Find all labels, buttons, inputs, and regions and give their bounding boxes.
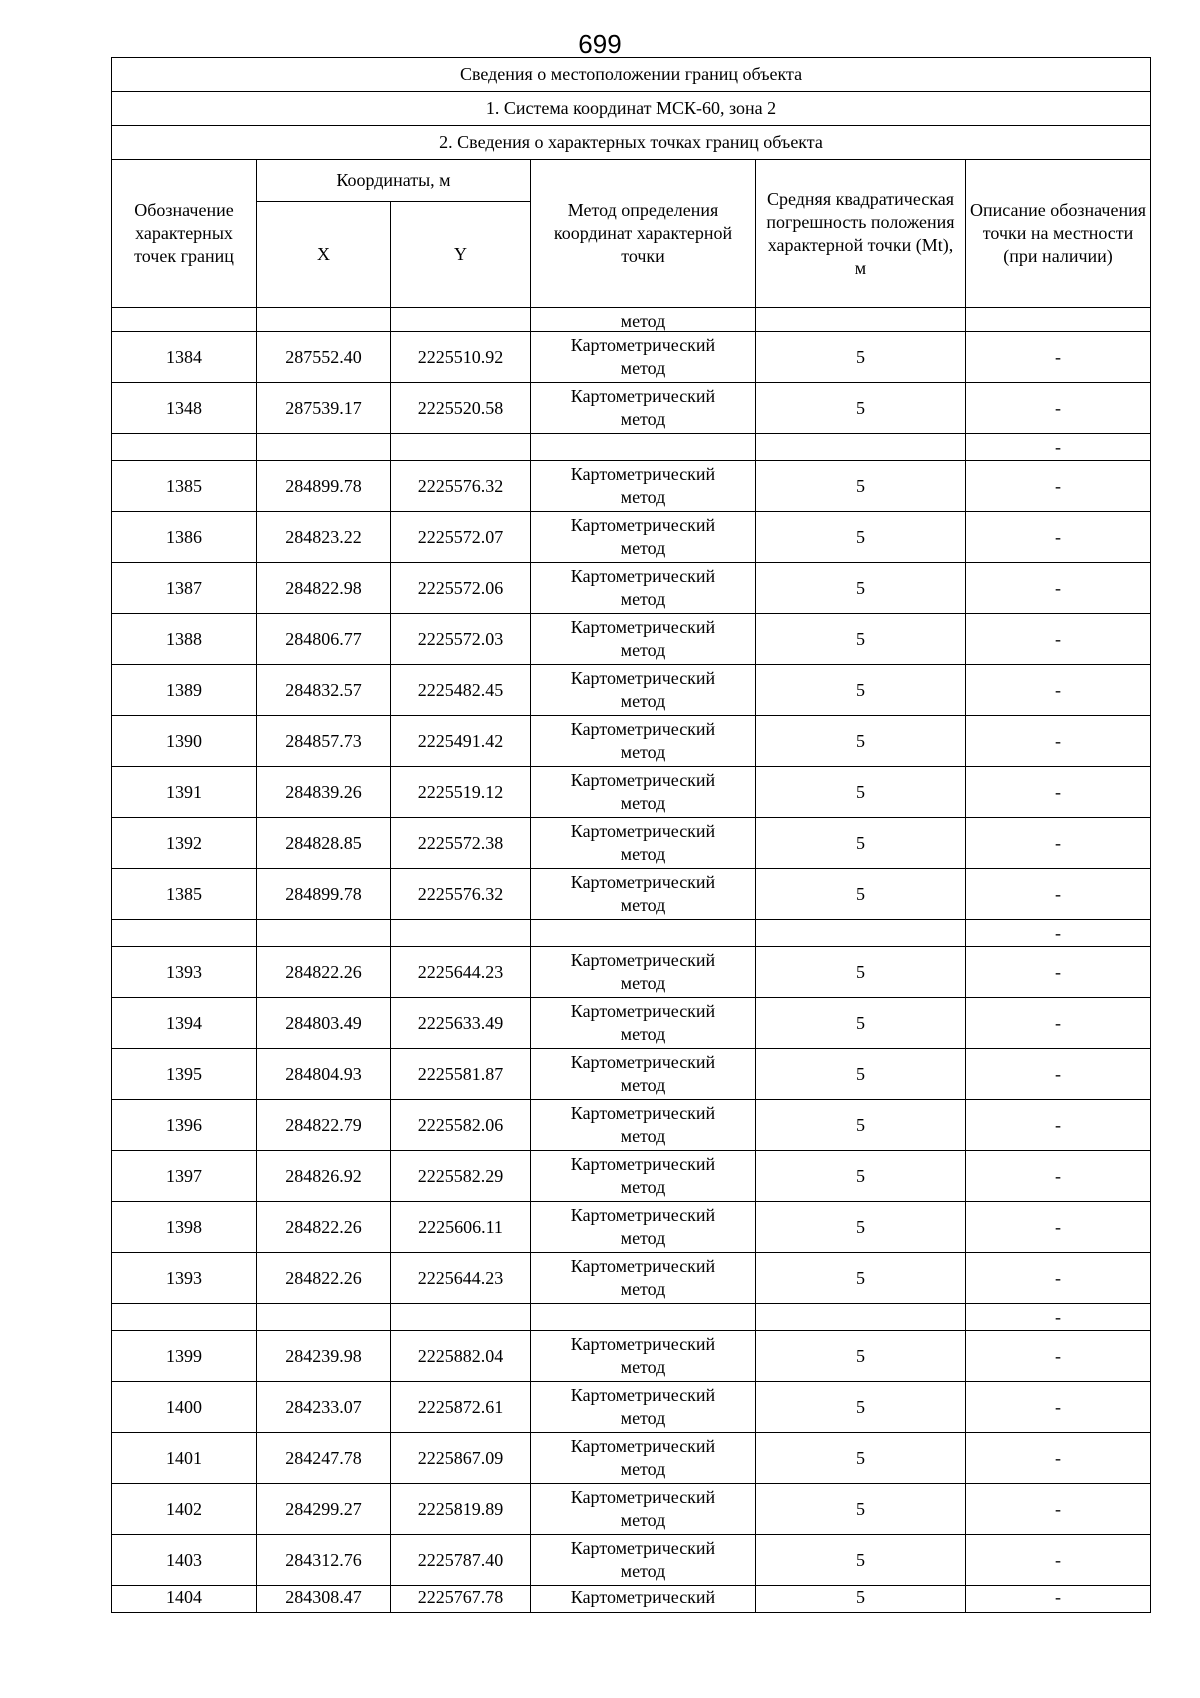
table-row <box>112 998 1151 1049</box>
description-cell: - <box>966 614 1151 665</box>
y-cell: 2225644.23 <box>391 1253 531 1304</box>
header-point-designation: Обозначение характерных точек границ <box>112 160 257 308</box>
method-line-2: метод <box>620 358 666 378</box>
description-cell: - <box>966 1202 1151 1253</box>
method-cell <box>531 1100 756 1151</box>
description-cell: - <box>966 665 1151 716</box>
mean-error-cell: 5 <box>756 512 966 563</box>
point-id-cell: 1387 <box>112 563 257 614</box>
method-line-2: метод <box>620 1279 666 1299</box>
method-line-1: Картометрический <box>570 1334 716 1354</box>
y-cell: 2225767.78 <box>391 1586 531 1613</box>
description-cell: - <box>966 1433 1151 1484</box>
table-row <box>112 1151 1151 1202</box>
description-cell: - <box>966 869 1151 920</box>
method-line-2: метод <box>620 1510 666 1530</box>
method-line-1: Картометрический <box>570 1103 716 1123</box>
table-row <box>112 1586 1151 1613</box>
table-row <box>112 1484 1151 1535</box>
points-section-title: 2. Сведения о характерных точках границ объекта <box>112 126 1151 160</box>
method-line-2: метод <box>620 1228 666 1248</box>
method-cell <box>531 1253 756 1304</box>
method-cell <box>531 818 756 869</box>
mean-error-cell: 5 <box>756 947 966 998</box>
point-id-cell: 1393 <box>112 1253 257 1304</box>
method-cell <box>531 563 756 614</box>
table-body <box>112 308 1151 1613</box>
table-row <box>112 383 1151 434</box>
x-cell: 284822.26 <box>257 1253 391 1304</box>
method-line-2: метод <box>620 1459 666 1479</box>
table-row <box>112 1253 1151 1304</box>
y-cell: 2225819.89 <box>391 1484 531 1535</box>
method-cell <box>531 1382 756 1433</box>
mean-error-cell: 5 <box>756 332 966 383</box>
method-line-1: Картометрический <box>570 1154 716 1174</box>
description-cell: - <box>966 716 1151 767</box>
mean-error-cell: 5 <box>756 461 966 512</box>
description-cell: - <box>966 818 1151 869</box>
method-line-1: Картометрический <box>570 821 716 841</box>
point-id-cell: 1402 <box>112 1484 257 1535</box>
y-cell: 2225787.40 <box>391 1535 531 1586</box>
mean-error-cell: 5 <box>756 1331 966 1382</box>
method-line-2: метод <box>620 691 666 711</box>
method-cell <box>531 1433 756 1484</box>
description-cell: - <box>966 512 1151 563</box>
point-id-cell: 1399 <box>112 1331 257 1382</box>
page-number: 699 <box>578 29 622 59</box>
method-line-1: Картометрический <box>570 617 716 637</box>
table-row <box>112 1331 1151 1382</box>
point-id-cell: 1400 <box>112 1382 257 1433</box>
y-cell: 2225872.61 <box>391 1382 531 1433</box>
coordinate-system-title: 1. Система координат МСК-60, зона 2 <box>112 92 1151 126</box>
method-line-1: Картометрический <box>570 719 716 739</box>
point-id-cell: 1393 <box>112 947 257 998</box>
method-cell <box>531 1331 756 1382</box>
method-line-2: метод <box>620 1177 666 1197</box>
header-mean-error: Средняя квадратическая погрешность положения характерной точки (Mt), м <box>756 160 966 308</box>
table-title: Сведения о местоположении границ объекта <box>112 58 1151 92</box>
header-coordinates: Координаты, м <box>257 160 531 202</box>
x-cell: 284822.26 <box>257 947 391 998</box>
mean-error-cell: 5 <box>756 383 966 434</box>
mean-error-cell: 5 <box>756 1049 966 1100</box>
mean-error-cell: 5 <box>756 1586 966 1613</box>
x-cell: 284239.98 <box>257 1331 391 1382</box>
method-line-2: метод <box>620 742 666 762</box>
point-id-cell: 1388 <box>112 614 257 665</box>
y-cell: 2225572.38 <box>391 818 531 869</box>
method-line-2: метод <box>620 487 666 507</box>
mean-error-cell: 5 <box>756 1382 966 1433</box>
point-id-cell: 1392 <box>112 818 257 869</box>
y-cell: 2225882.04 <box>391 1331 531 1382</box>
method-cell: метод <box>531 308 756 332</box>
method-line-1: Картометрический <box>570 1587 716 1607</box>
x-cell: 284899.78 <box>257 869 391 920</box>
y-cell: 2225572.03 <box>391 614 531 665</box>
description-cell: - <box>966 332 1151 383</box>
table-row <box>112 563 1151 614</box>
x-cell: 284832.57 <box>257 665 391 716</box>
method-line-2: метод <box>620 589 666 609</box>
method-line-2: метод <box>620 844 666 864</box>
method-line-2: метод <box>620 1126 666 1146</box>
method-line-2: метод <box>620 538 666 558</box>
y-cell: 2225644.23 <box>391 947 531 998</box>
x-cell: 284899.78 <box>257 461 391 512</box>
method-line-2: метод <box>620 409 666 429</box>
table-row <box>112 1202 1151 1253</box>
method-line-2: метод <box>620 1561 666 1581</box>
x-cell: 284247.78 <box>257 1433 391 1484</box>
method-line-2: метод <box>620 793 666 813</box>
method-line-2: метод <box>620 1075 666 1095</box>
mean-error-cell: 5 <box>756 1484 966 1535</box>
method-cell <box>531 1535 756 1586</box>
point-id-cell: 1404 <box>112 1586 257 1613</box>
x-cell: 284822.98 <box>257 563 391 614</box>
method-line-1: Картометрический <box>570 1205 716 1225</box>
y-cell: 2225633.49 <box>391 998 531 1049</box>
x-cell: 284857.73 <box>257 716 391 767</box>
mean-error-cell: 5 <box>756 1202 966 1253</box>
table-row <box>112 869 1151 920</box>
table-row <box>112 1382 1151 1433</box>
method-cell <box>531 947 756 998</box>
table-row <box>112 665 1151 716</box>
method-line-2: метод <box>620 640 666 660</box>
y-cell: 2225572.06 <box>391 563 531 614</box>
y-cell: 2225606.11 <box>391 1202 531 1253</box>
x-cell: 287552.40 <box>257 332 391 383</box>
point-id-cell: 1348 <box>112 383 257 434</box>
method-line-1: Картометрический <box>570 566 716 586</box>
method-line-1: Картометрический <box>570 1256 716 1276</box>
point-id-cell: 1398 <box>112 1202 257 1253</box>
mean-error-cell: 5 <box>756 1535 966 1586</box>
table-row <box>112 332 1151 383</box>
method-line-1: Картометрический <box>570 386 716 406</box>
point-id-cell: 1394 <box>112 998 257 1049</box>
description-cell: - <box>966 1049 1151 1100</box>
x-cell: 284233.07 <box>257 1382 391 1433</box>
point-id-cell: 1395 <box>112 1049 257 1100</box>
method-cell <box>531 461 756 512</box>
description-cell: - <box>966 1382 1151 1433</box>
x-cell: 284826.92 <box>257 1151 391 1202</box>
method-line-1: Картометрический <box>570 1001 716 1021</box>
point-id-cell: 1386 <box>112 512 257 563</box>
point-id-cell: 1390 <box>112 716 257 767</box>
description-cell: - <box>966 461 1151 512</box>
description-cell: - <box>966 1151 1151 1202</box>
y-cell: 2225582.29 <box>391 1151 531 1202</box>
method-line-1: Картометрический <box>570 1487 716 1507</box>
mean-error-cell: 5 <box>756 1100 966 1151</box>
header-description: Описание обозначения точки на местности (при наличии) <box>966 160 1151 308</box>
method-line-1: Картометрический <box>570 1052 716 1072</box>
description-cell: - <box>966 1331 1151 1382</box>
method-line-1: Картометрический <box>570 950 716 970</box>
table-row <box>112 1049 1151 1100</box>
mean-error-cell: 5 <box>756 869 966 920</box>
x-cell: 284822.79 <box>257 1100 391 1151</box>
mean-error-cell: 5 <box>756 665 966 716</box>
header-x: X <box>257 202 391 308</box>
table-row <box>112 512 1151 563</box>
header-y: Y <box>391 202 531 308</box>
y-cell: 2225519.12 <box>391 767 531 818</box>
method-cell <box>531 512 756 563</box>
y-cell: 2225581.87 <box>391 1049 531 1100</box>
method-line-1: Картометрический <box>570 770 716 790</box>
table-row <box>112 818 1151 869</box>
mean-error-cell: 5 <box>756 767 966 818</box>
method-line-1: Картометрический <box>570 515 716 535</box>
table-row <box>112 1535 1151 1586</box>
x-cell: 284828.85 <box>257 818 391 869</box>
point-id-cell: 1391 <box>112 767 257 818</box>
method-cell <box>531 1151 756 1202</box>
mean-error-cell: 5 <box>756 1151 966 1202</box>
y-cell: 2225491.42 <box>391 716 531 767</box>
mean-error-cell: 5 <box>756 1433 966 1484</box>
table-row <box>112 947 1151 998</box>
method-line-1: Картометрический <box>570 335 716 355</box>
method-cell <box>531 383 756 434</box>
table-row <box>112 767 1151 818</box>
method-cell <box>531 332 756 383</box>
method-cell <box>531 1586 756 1613</box>
method-line-2: метод <box>620 895 666 915</box>
point-id-cell: 1401 <box>112 1433 257 1484</box>
point-id-cell: 1385 <box>112 869 257 920</box>
description-cell: - <box>966 1535 1151 1586</box>
description-cell: - <box>966 563 1151 614</box>
description-cell: - <box>966 1484 1151 1535</box>
y-cell: 2225576.32 <box>391 869 531 920</box>
method-cell <box>531 767 756 818</box>
mean-error-cell: 5 <box>756 1253 966 1304</box>
point-id-cell: 1403 <box>112 1535 257 1586</box>
x-cell: 287539.17 <box>257 383 391 434</box>
method-line-2: метод <box>620 1408 666 1428</box>
method-cell <box>531 665 756 716</box>
description-cell: - <box>966 434 1151 461</box>
method-cell <box>531 716 756 767</box>
table-row <box>112 716 1151 767</box>
x-cell: 284299.27 <box>257 1484 391 1535</box>
point-id-cell: 1384 <box>112 332 257 383</box>
table-row <box>112 1100 1151 1151</box>
method-line-2: метод <box>620 973 666 993</box>
y-cell: 2225582.06 <box>391 1100 531 1151</box>
x-cell: 284308.47 <box>257 1586 391 1613</box>
description-cell: - <box>966 383 1151 434</box>
point-id-cell: 1396 <box>112 1100 257 1151</box>
description-cell: - <box>966 1304 1151 1331</box>
x-cell: 284806.77 <box>257 614 391 665</box>
table-row-separator <box>112 434 1151 461</box>
x-cell: 284804.93 <box>257 1049 391 1100</box>
x-cell: 284822.26 <box>257 1202 391 1253</box>
y-cell: 2225510.92 <box>391 332 531 383</box>
method-cell <box>531 869 756 920</box>
method-line-1: Картометрический <box>570 872 716 892</box>
boundary-points-table <box>111 57 1151 1613</box>
method-line-1: Картометрический <box>570 1385 716 1405</box>
method-line-2: метод <box>620 1357 666 1377</box>
mean-error-cell: 5 <box>756 563 966 614</box>
description-cell: - <box>966 947 1151 998</box>
point-id-cell: 1397 <box>112 1151 257 1202</box>
mean-error-cell: 5 <box>756 716 966 767</box>
x-cell: 284803.49 <box>257 998 391 1049</box>
table-row-separator <box>112 1304 1151 1331</box>
description-cell: - <box>966 1253 1151 1304</box>
y-cell: 2225867.09 <box>391 1433 531 1484</box>
mean-error-cell: 5 <box>756 818 966 869</box>
x-cell: 284823.22 <box>257 512 391 563</box>
description-cell: - <box>966 1586 1151 1613</box>
header-method: Метод определения координат характерной точки <box>531 160 756 308</box>
mean-error-cell: 5 <box>756 998 966 1049</box>
y-cell: 2225572.07 <box>391 512 531 563</box>
method-line-2: метод <box>620 1024 666 1044</box>
x-cell: 284839.26 <box>257 767 391 818</box>
description-cell: - <box>966 1100 1151 1151</box>
table-row <box>112 461 1151 512</box>
method-cell <box>531 614 756 665</box>
point-id-cell: 1385 <box>112 461 257 512</box>
y-cell: 2225520.58 <box>391 383 531 434</box>
y-cell: 2225576.32 <box>391 461 531 512</box>
method-line-1: Картометрический <box>570 1436 716 1456</box>
point-id-cell: 1389 <box>112 665 257 716</box>
description-cell: - <box>966 920 1151 947</box>
method-cell <box>531 1049 756 1100</box>
method-cell <box>531 998 756 1049</box>
mean-error-cell: 5 <box>756 614 966 665</box>
description-cell: - <box>966 767 1151 818</box>
description-cell: - <box>966 998 1151 1049</box>
table-row-carryover <box>112 308 1151 332</box>
table-row <box>112 1433 1151 1484</box>
table-row <box>112 614 1151 665</box>
method-line-1: Картометрический <box>570 1538 716 1558</box>
table-row-separator <box>112 920 1151 947</box>
method-line-1: Картометрический <box>570 464 716 484</box>
method-line-1: Картометрический <box>570 668 716 688</box>
y-cell: 2225482.45 <box>391 665 531 716</box>
x-cell: 284312.76 <box>257 1535 391 1586</box>
method-cell <box>531 1202 756 1253</box>
method-cell <box>531 1484 756 1535</box>
